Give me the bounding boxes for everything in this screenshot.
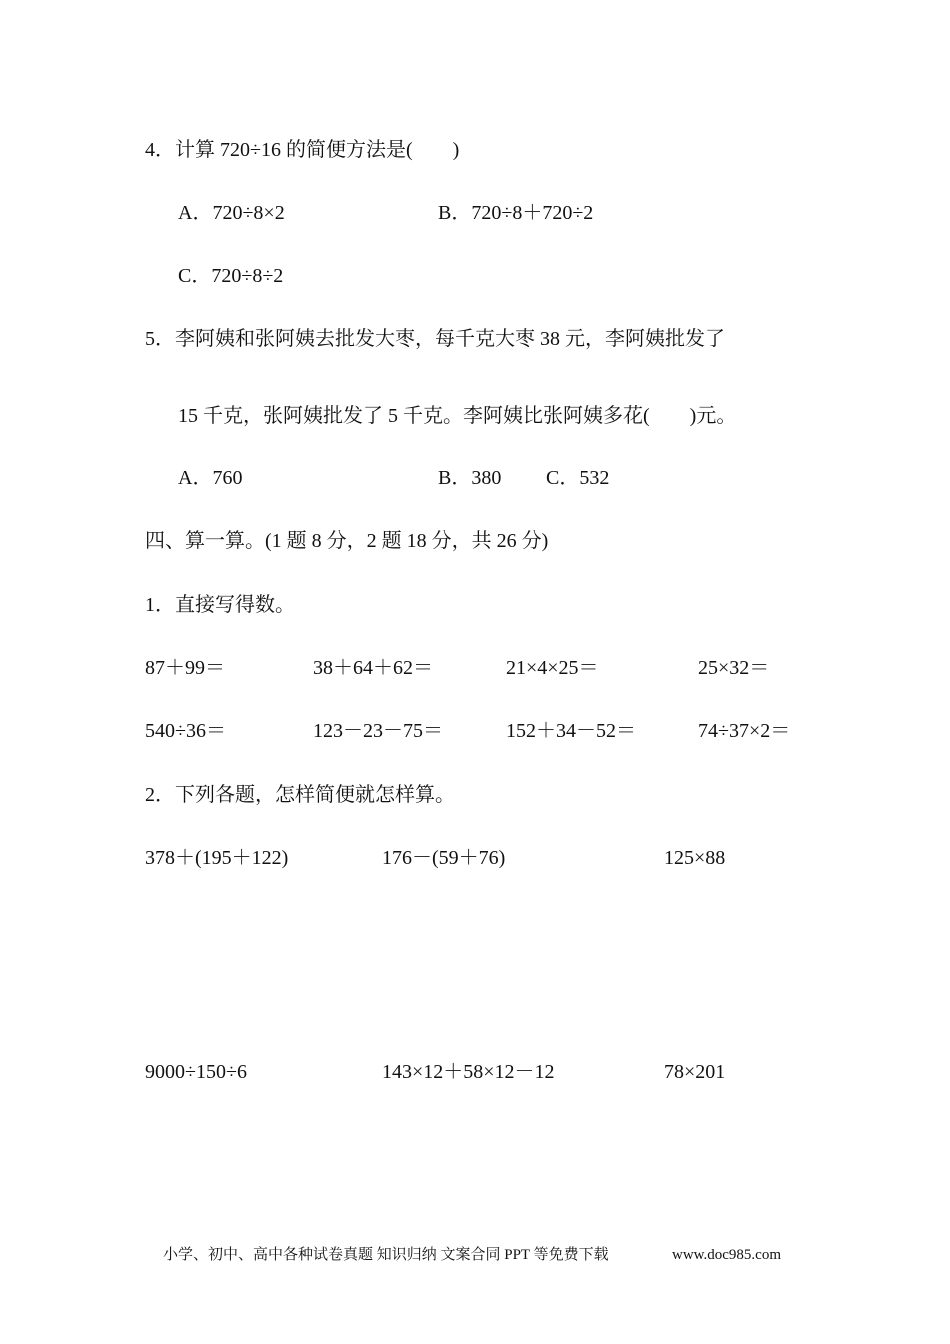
question-4-option-a: A．720÷8×2: [178, 202, 285, 224]
calculation-item: 78×201: [664, 1061, 726, 1083]
mental-math-item: 38＋64＋62＝: [313, 657, 433, 679]
calculation-item: 176－(59＋76): [382, 847, 506, 869]
calculation-item: 125×88: [664, 847, 726, 869]
calculation-item: 143×12＋58×12－12: [382, 1061, 555, 1083]
calculation-item: 9000÷150÷6: [145, 1061, 247, 1083]
question-5-option-b: B．380: [438, 467, 502, 489]
mental-math-item: 87＋99＝: [145, 657, 225, 679]
section-4-heading: 四、算一算。(1 题 8 分，2 题 18 分，共 26 分): [145, 530, 549, 552]
part-1-title: 1．直接写得数。: [145, 594, 295, 616]
question-4-option-c: C．720÷8÷2: [178, 265, 284, 287]
mental-math-item: 25×32＝: [698, 657, 770, 679]
mental-math-item: 152＋34－52＝: [506, 720, 636, 742]
question-5-option-c: C．532: [546, 467, 610, 489]
footer-url: www.doc985.com: [672, 1247, 782, 1263]
mental-math-item: 21×4×25＝: [506, 657, 599, 679]
mental-math-item: 74÷37×2＝: [698, 720, 791, 742]
mental-math-item: 540÷36＝: [145, 720, 226, 742]
question-4-option-b: B．720÷8＋720÷2: [438, 202, 594, 224]
part-2-title: 2．下列各题，怎样简便就怎样算。: [145, 784, 455, 806]
question-5-stem-line2: 15 千克，张阿姨批发了 5 千克。李阿姨比张阿姨多花( )元。: [178, 405, 737, 427]
question-4-stem: 4．计算 720÷16 的简便方法是( ): [145, 139, 460, 161]
question-5-stem-line1: 5．李阿姨和张阿姨去批发大枣，每千克大枣 38 元，李阿姨批发了: [145, 328, 725, 350]
calculation-item: 378＋(195＋122): [145, 847, 289, 869]
mental-math-item: 123－23－75＝: [313, 720, 443, 742]
footer-text: 小学、初中、高中各种试卷真题 知识归纳 文案合同 PPT 等免费下载: [163, 1247, 609, 1263]
question-5-option-a: A．760: [178, 467, 243, 489]
